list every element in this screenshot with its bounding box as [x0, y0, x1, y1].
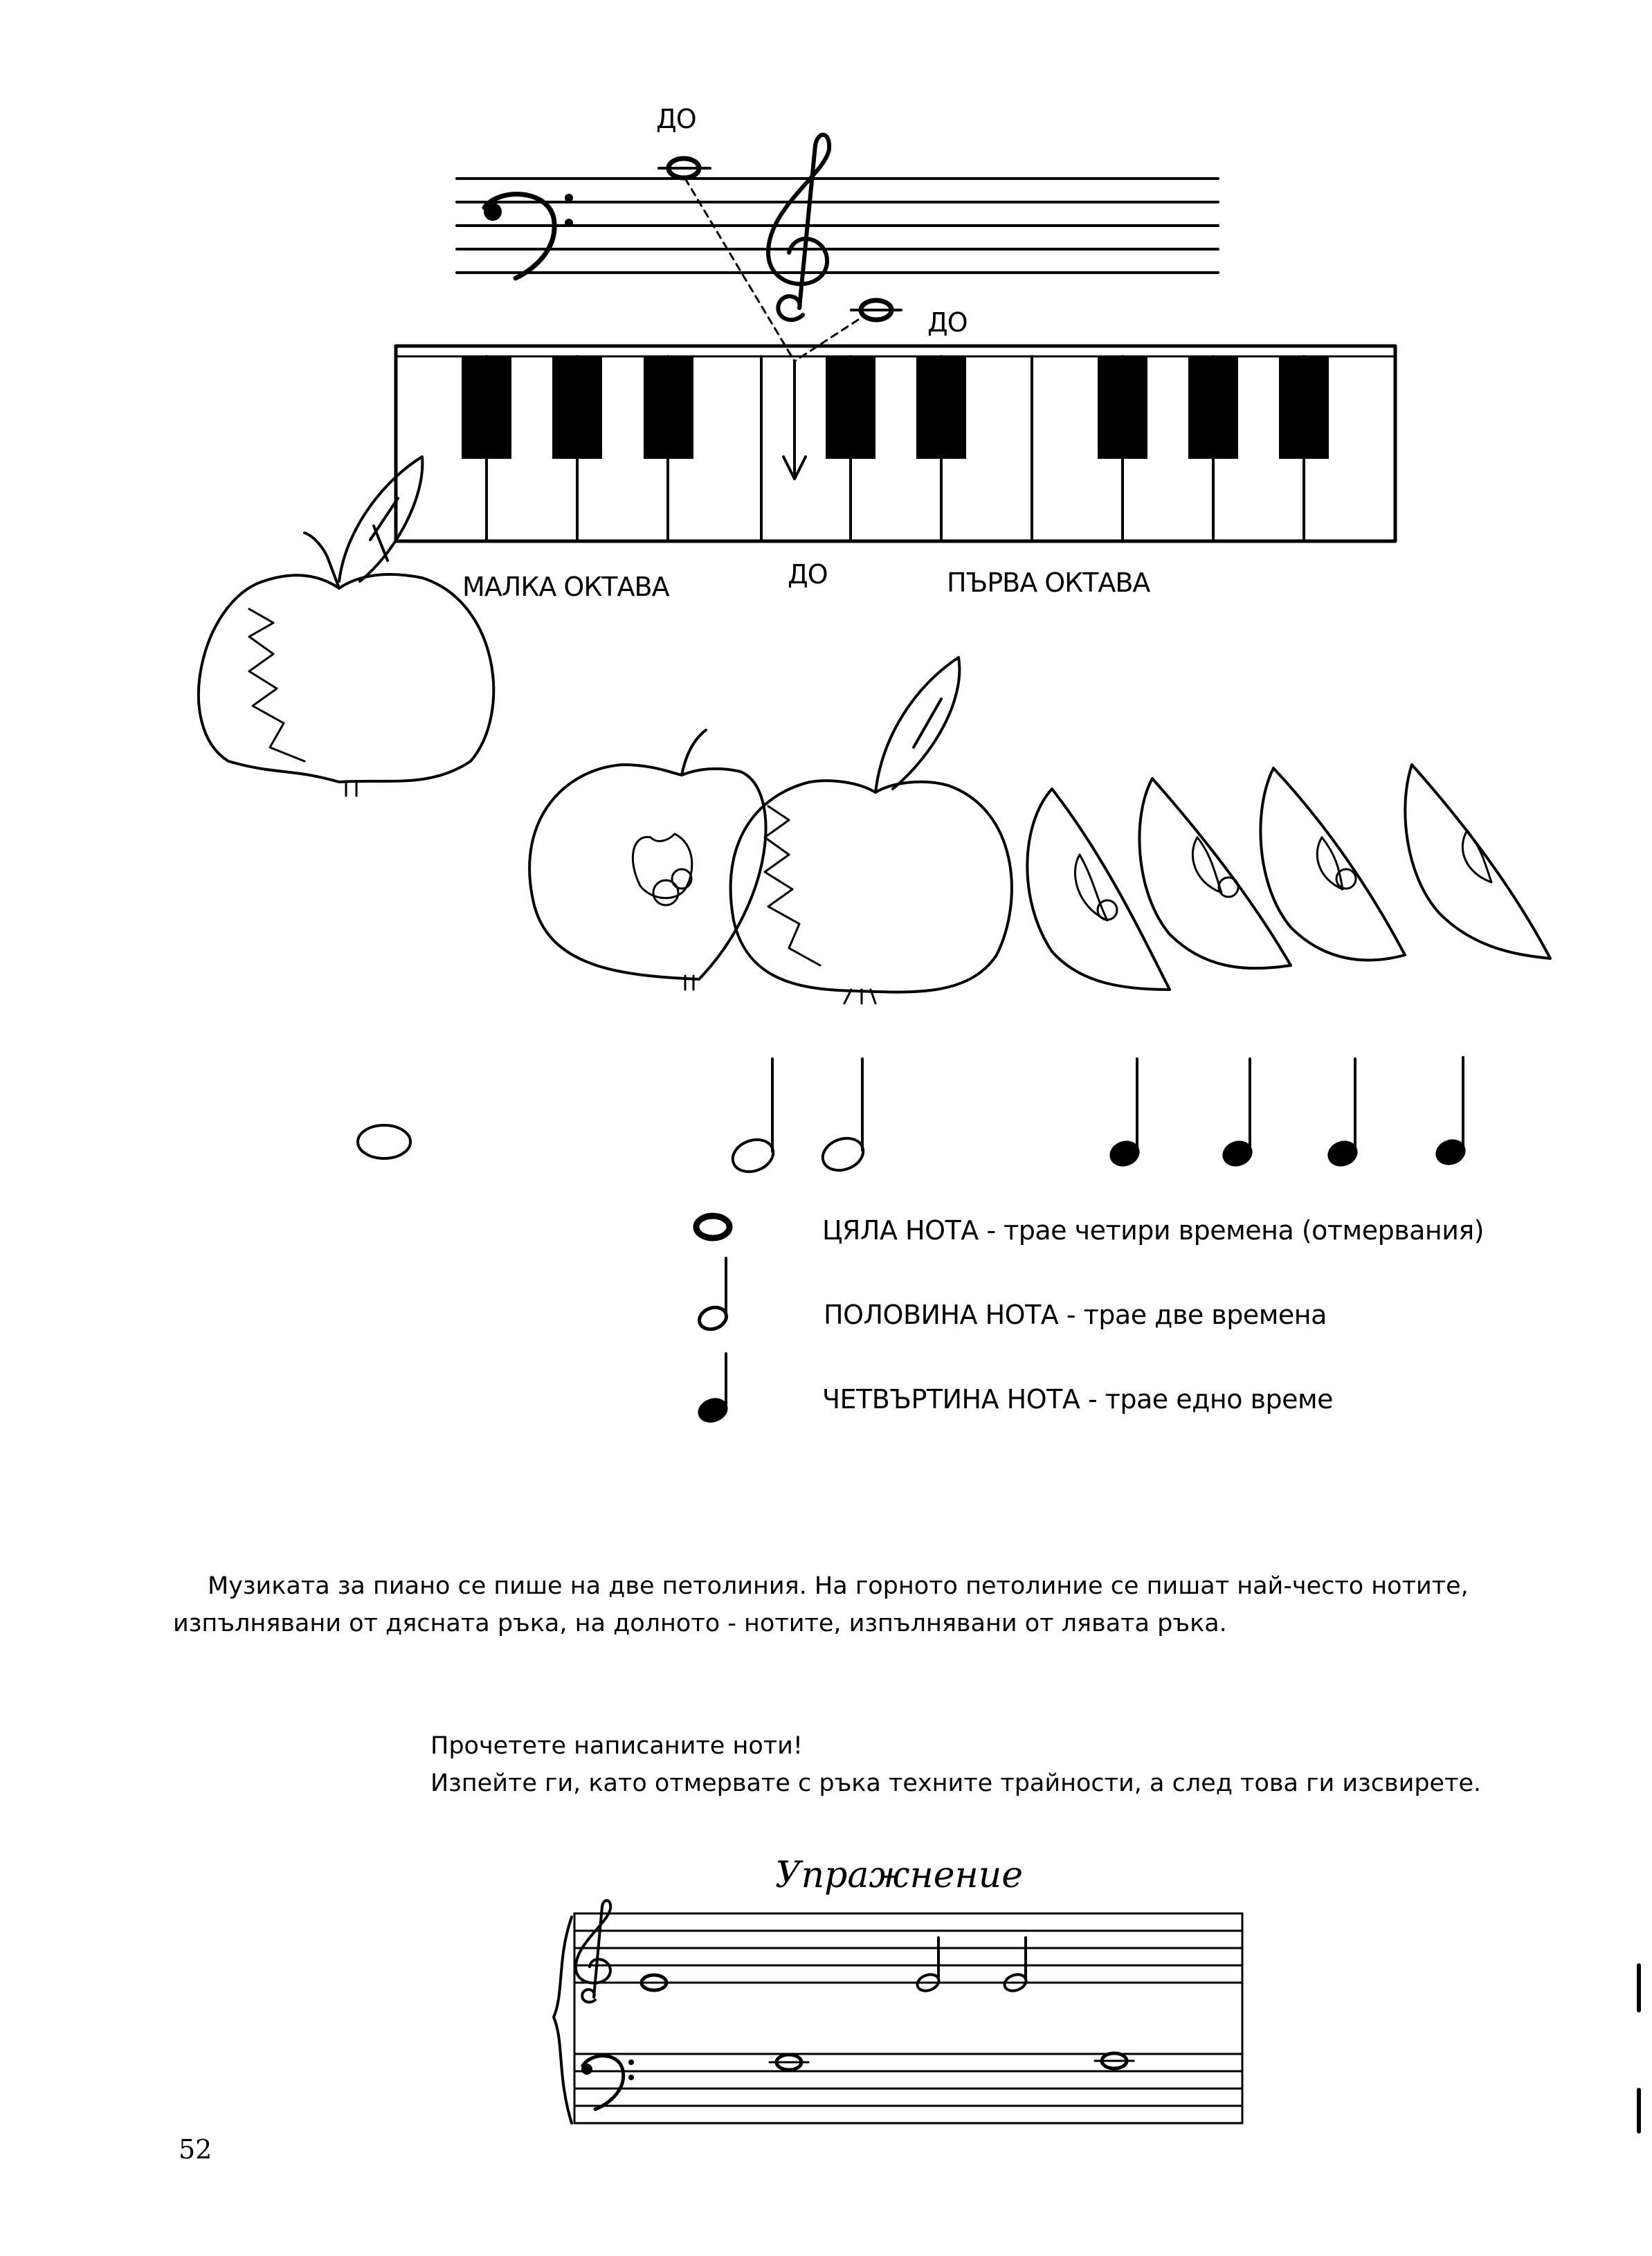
legend-whole-note-text: ЦЯЛА НОТА - трае четири времена (отмервания)	[822, 1215, 1485, 1246]
quarter-note-icon-2	[1221, 1059, 1255, 1169]
exercise-treble-clef-icon	[576, 1900, 610, 2002]
intro-paragraph-line-2: изпълнявани от дясната ръка, на долното - нотите, изпълнявани от лявата ръка.	[173, 1610, 1227, 1637]
exercise-whole-note-2	[770, 2055, 808, 2070]
whole-note-c-top	[659, 158, 710, 178]
quarter-note-icon-3	[1326, 1059, 1360, 1169]
intro-paragraph	[173, 1567, 1613, 1642]
whole-note-c-right	[851, 300, 901, 320]
second-apple-icon	[731, 657, 1012, 1003]
down-arrow-icon	[783, 361, 806, 479]
quarter-note-icon-4	[1434, 1057, 1468, 1167]
note-label-do-right: ДО	[927, 307, 968, 338]
legend-whole-note-icon	[696, 1216, 729, 1238]
black-keys	[462, 356, 1329, 459]
instructions-line-1: Прочетете написаните ноти!	[430, 1732, 803, 1760]
whole-apple-icon	[199, 457, 493, 796]
exercise-bass-clef-icon	[581, 2056, 634, 2109]
quarter-note-icon-1	[1108, 1059, 1142, 1169]
instructions-line-2: Изпейте ги, като отмервате с ръка техните трайности, а след това ги изсвирете.	[430, 1770, 1482, 1797]
half-note-icon-2	[818, 1059, 867, 1176]
instructions	[430, 1727, 1621, 1802]
half-note-icon-1	[728, 1059, 777, 1177]
apple-slice-icon-4	[1405, 765, 1550, 958]
keyboard-label-do: ДО	[788, 559, 828, 590]
page-number: 52	[179, 2134, 212, 2165]
first-octave-label: ПЪРВА ОКТАВА	[947, 567, 1150, 598]
legend-half-note-text: ПОЛОВИНА НОТА - трае две времена	[824, 1300, 1327, 1330]
intro-paragraph-line-1: Музиката за пиано се пише на две петолиния. На горното петолиние се пишат най-често нотите,	[208, 1572, 1469, 1600]
exercise-whole-note-3	[1095, 2053, 1134, 2068]
note-label-do-top: ДО	[656, 104, 696, 134]
exercise-title: Упражнение	[775, 1855, 1024, 1896]
exercise-grand-staff	[554, 1913, 1242, 2123]
treble-clef-icon	[768, 135, 829, 320]
legend-half-note-icon	[696, 1258, 729, 1333]
piano-keyboard	[396, 346, 1395, 541]
apple-slice-icon-3	[1260, 768, 1405, 960]
halved-apple-icon	[529, 730, 765, 990]
legend-quarter-note-text: ЧЕТВЪРТИНА НОТА - трае едно време	[822, 1384, 1334, 1414]
small-octave-label: МАЛКА ОКТАВА	[462, 572, 669, 602]
whole-note-icon	[358, 1125, 410, 1158]
apple-slice-icon-1	[1027, 789, 1170, 990]
legend-quarter-note-icon	[696, 1354, 729, 1425]
apple-slice-icon-2	[1139, 779, 1291, 968]
bass-clef-icon	[484, 194, 573, 278]
